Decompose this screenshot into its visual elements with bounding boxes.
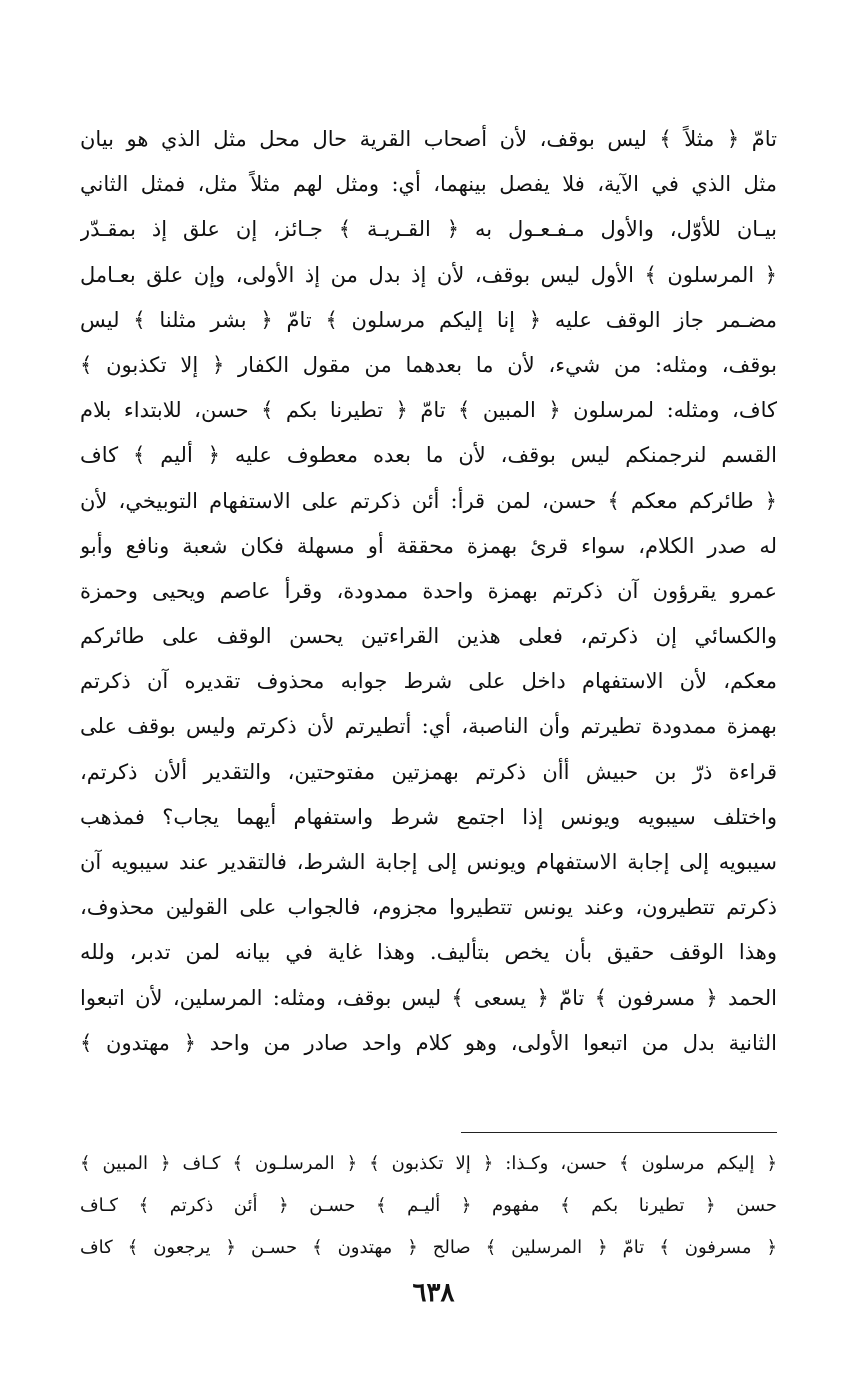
main-text-line: تامّ ﴿ مثلاً ﴾ ليس بوقف، لأن أصحاب القرية حال محل مثل الذي هو بيان	[80, 127, 777, 151]
page-number: ٦٣٨	[412, 1278, 455, 1308]
main-text-line: كاف، ومثله: لمرسلون ﴿ المبين ﴾ تامّ ﴿ تطيرنا بكم ﴾ حسن، للابتداء بلام	[80, 398, 777, 423]
main-text-line: ذكرتم تتطيرون، وعند يونس تتطيروا مجزوم، فالجواب على القولين محذوف،	[80, 895, 777, 920]
footnote-line: ﴿ مسرفون ﴾ تامّ ﴿ المرسلين ﴾ صالح ﴿ مهتدون ﴾ حسـن ﴿ يرجعون ﴾ كاف	[80, 1237, 777, 1258]
main-text-line: سيبويه إلى إجابة الاستفهام ويونس إلى إجابة الشرط، فالتقدير عند سيبويه آن	[80, 850, 777, 874]
footnotes-block	[80, 1144, 777, 1270]
main-text-line: بيـان للأوّل، والأول مـفـعـول به ﴿ القـريـة ﴾ جـائز، إن علق إذ بمقـدّر	[80, 217, 777, 242]
main-text-line: قراءة ذرّ بن حبيش أأن ذكرتم بهمزتين مفتوحتين، والتقدير ألأن ذكرتم،	[80, 759, 777, 784]
main-text-line: عمرو يقرؤون آن ذكرتم بهمزة واحدة ممدودة، وقرأ عاصم ويحيى وحمزة	[80, 578, 777, 603]
main-text-line: ﴿ المرسلون ﴾ الأول ليس بوقف، لأن إذ بدل من إذ الأولى، وإن علق بعـامل	[80, 262, 777, 287]
main-text-block	[80, 118, 777, 1067]
main-text-line: بهمزة ممدودة تطيرتم وأن الناصبة، أي: أتطيرتم لأن ذكرتم وليس بوقف على	[80, 714, 777, 739]
main-text-line: له صدر الكلام، سواء قرئ بهمزة محققة أو مسهلة فكان شعبة ونافع وأبو	[80, 533, 777, 558]
main-text-line: بوقف، ومثله: من شيء، لأن ما بعدهما من مقول الكفار ﴿ إلا تكذبون ﴾	[80, 352, 777, 377]
main-text-line: وهذا الوقف حقيق بأن يخص بتأليف. وهذا غاية في بيانه لمن تدبر، ولله	[80, 940, 777, 965]
footnote-line: ﴿ إليكم مرسلون ﴾ حسن، وكـذا: ﴿ إلا تكذبون ﴾ ﴿ المرسلـون ﴾ كـاف ﴿ المبين ﴾	[80, 1153, 777, 1174]
main-text-line: مضـمر جاز الوقف عليه ﴿ إنا إليكم مرسلون ﴾ تامّ ﴿ بشر مثلنا ﴾ ليس	[80, 307, 777, 332]
main-text-line: الحمد ﴿ مسرفون ﴾ تامّ ﴿ يسعى ﴾ ليس بوقف، ومثله: المرسلين، لأن اتبعوا	[80, 985, 777, 1010]
main-text-line: ﴿ طائركم معكم ﴾ حسن، لمن قرأ: أئن ذكرتم على الاستفهام التوبيخي، لأن	[80, 488, 777, 513]
main-text-line: الثانية بدل من اتبعوا الأولى، وهو كلام واحد صادر من واحد ﴿ مهتدون ﴾	[80, 1030, 777, 1055]
footnote-divider	[461, 1132, 777, 1133]
main-text-line: والكسائي إن ذكرتم، فعلى هذين القراءتين يحسن الوقف على طائركم	[80, 624, 777, 649]
main-text-line: معكم، لأن الاستفهام داخل على شرط جوابه محذوف تقديره آن ذكرتم	[80, 669, 777, 694]
main-text-line: مثل الذي في الآية، فلا يفصل بينهما، أي: ومثل لهم مثلاً مثل، فمثل الثاني	[80, 172, 777, 197]
main-text-line: واختلف سيبويه ويونس إذا اجتمع شرط واستفهام أيهما يجاب؟ فمذهب	[80, 804, 777, 829]
footnote-line: حسن ﴿ تطيرنا بكم ﴾ مفهوم ﴿ أليـم ﴾ حسـن ﴿ أئن ذكرتم ﴾ كـاف	[80, 1195, 777, 1216]
main-text-line: القسم لنرجمنكم ليس بوقف، لأن ما بعده معطوف عليه ﴿ أليم ﴾ كاف	[80, 443, 777, 468]
